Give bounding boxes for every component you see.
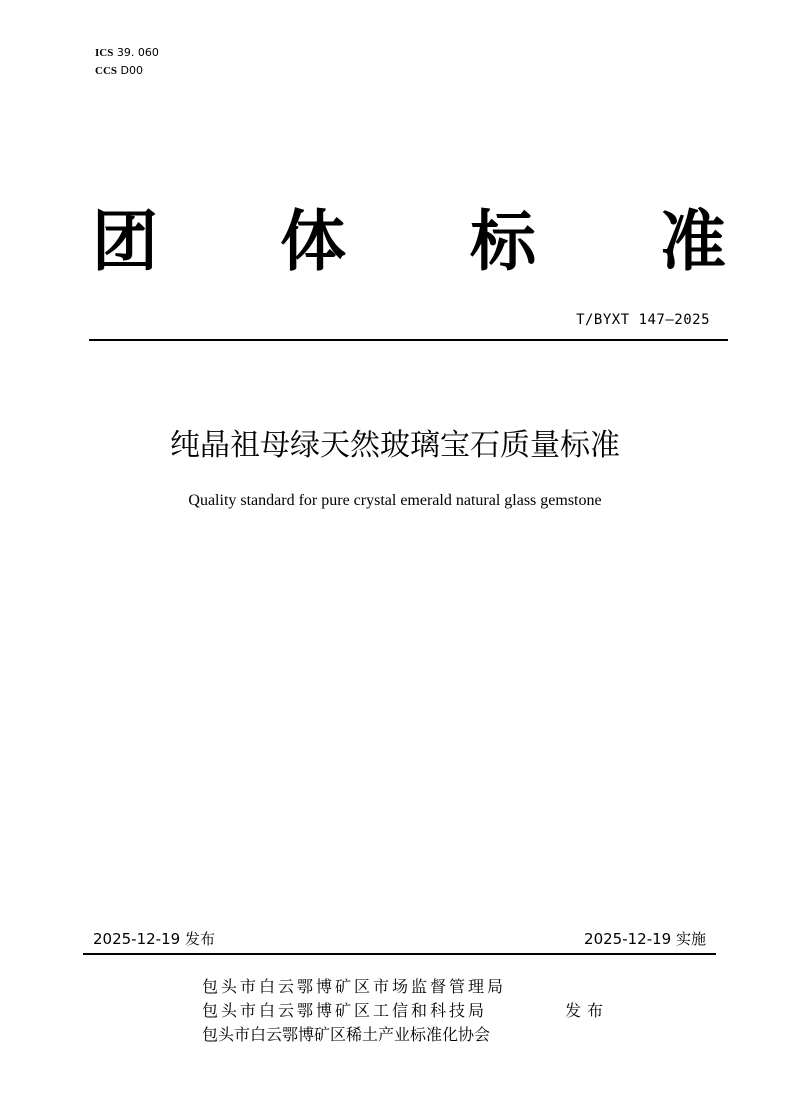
publisher-2: 包头市白云鄂博矿区工信和科技局 xyxy=(202,1001,488,1020)
doc-type-char-4: 准 xyxy=(660,203,726,280)
ccs-value: D00 xyxy=(120,64,143,77)
bottom-divider xyxy=(83,953,716,955)
top-divider xyxy=(89,339,728,341)
classification-codes xyxy=(95,44,159,80)
publisher-3: 包头市白云鄂博矿区稀土产业标准化协会 xyxy=(202,1025,491,1044)
english-title: Quality standard for pure crystal emerald natural glass gemstone xyxy=(188,492,602,509)
publisher-list xyxy=(202,975,506,1047)
ccs-code xyxy=(95,62,159,80)
ccs-label: CCS xyxy=(95,65,118,77)
doc-type-char-1: 团 xyxy=(92,203,158,280)
ics-value: 39. 060 xyxy=(116,46,159,59)
issue-date: 2025-12-19 发布 xyxy=(93,930,215,948)
publisher-1: 包头市白云鄂博矿区市场监督管理局 xyxy=(202,977,507,996)
standard-number: T/BYXT 147—2025 xyxy=(576,312,710,328)
doc-type-char-3: 标 xyxy=(470,203,536,280)
ics-label: ICS xyxy=(95,47,114,59)
doc-type-char-2: 体 xyxy=(280,203,346,280)
chinese-title: 纯晶祖母绿天然玻璃宝石质量标准 xyxy=(170,428,620,463)
publish-label: 发布 xyxy=(565,1001,610,1020)
ics-code xyxy=(95,44,159,62)
implement-date: 2025-12-19 实施 xyxy=(584,930,706,948)
